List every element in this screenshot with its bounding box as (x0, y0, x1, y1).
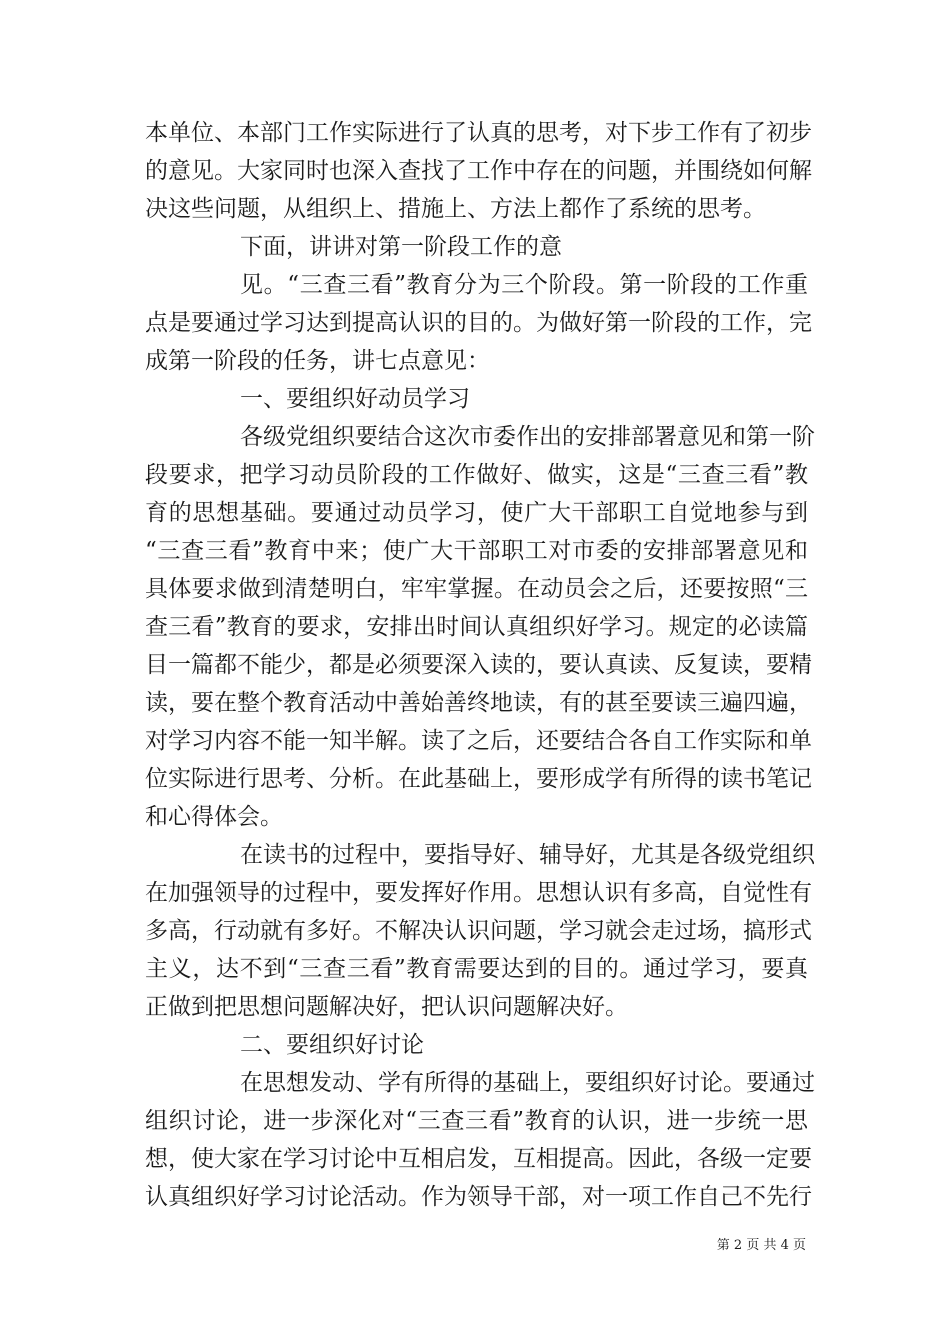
text-line: “三查三看”教育中来；使广大干部职工对市委的安排部署意见和 (145, 538, 808, 564)
body-text (145, 114, 815, 1216)
text-line: 对学习内容不能一知半解。读了之后，还要结合各自工作实际和单 (145, 728, 812, 754)
text-line: 点是要通过学习达到提高认识的目的。为做好第一阶段的工作，完 (145, 310, 812, 336)
paragraph-start: 下面，讲讲对第一阶段工作的意 (240, 234, 562, 260)
paragraph-start: 各级党组织要结合这次市委作出的安排部署意见和第一阶 (240, 424, 815, 450)
text-line: 育的思想基础。要通过动员学习，使广大干部职工自觉地参与到 (145, 500, 808, 526)
section-heading: 一、要组织好动员学习 (240, 386, 470, 412)
paragraph-start: 见。“三查三看”教育分为三个阶段。第一阶段的工作重 (240, 272, 808, 298)
text-line: 的意见。大家同时也深入查找了工作中存在的问题，并围绕如何解 (145, 158, 812, 184)
section-heading: 二、要组织好讨论 (240, 1032, 424, 1058)
text-line: 段要求，把学习动员阶段的工作做好、做实，这是“三查三看”教 (145, 462, 808, 488)
text-line: 认真组织好学习讨论活动。作为领导干部，对一项工作自己不先行 (145, 1184, 812, 1210)
text-line: 决这些问题，从组织上、措施上、方法上都作了系统的思考。 (145, 196, 766, 222)
paragraph-start: 在思想发动、学有所得的基础上，要组织好讨论。要通过 (240, 1070, 815, 1096)
text-line: 成第一阶段的任务，讲七点意见： (145, 348, 490, 374)
paragraph-start: 在读书的过程中，要指导好、辅导好，尤其是各级党组织 (240, 842, 815, 868)
text-line: 和心得体会。 (145, 804, 283, 830)
text-line: 具体要求做到清楚明白，牢牢掌握。在动员会之后，还要按照“三 (145, 576, 808, 602)
text-line: 多高，行动就有多好。不解决认识问题，学习就会走过场，搞形式 (145, 918, 812, 944)
text-line: 主义，达不到“三查三看”教育需要达到的目的。通过学习，要真 (145, 956, 808, 982)
text-line: 查三看”教育的要求，安排出时间认真组织好学习。规定的必读篇 (145, 614, 808, 640)
text-line: 在加强领导的过程中，要发挥好作用。思想认识有多高，自觉性有 (145, 880, 812, 906)
text-line: 本单位、本部门工作实际进行了认真的思考，对下步工作有了初步 (145, 120, 812, 146)
text-line: 位实际进行思考、分析。在此基础上，要形成学有所得的读书笔记 (145, 766, 812, 792)
text-line: 正做到把思想问题解决好，把认识问题解决好。 (145, 994, 628, 1020)
text-line: 组织讨论，进一步深化对“三查三看”教育的认识，进一步统一思 (145, 1108, 808, 1134)
text-line: 想，使大家在学习讨论中互相启发，互相提高。因此，各级一定要 (145, 1146, 812, 1172)
text-line: 读，要在整个教育活动中善始善终地读，有的甚至要读三遍四遍， (145, 690, 812, 716)
page-number-footer: 第 2 页 共 4 页 (716, 1238, 806, 1253)
text-line: 目一篇都不能少，都是必须要深入读的，要认真读、反复读，要精 (145, 652, 812, 678)
